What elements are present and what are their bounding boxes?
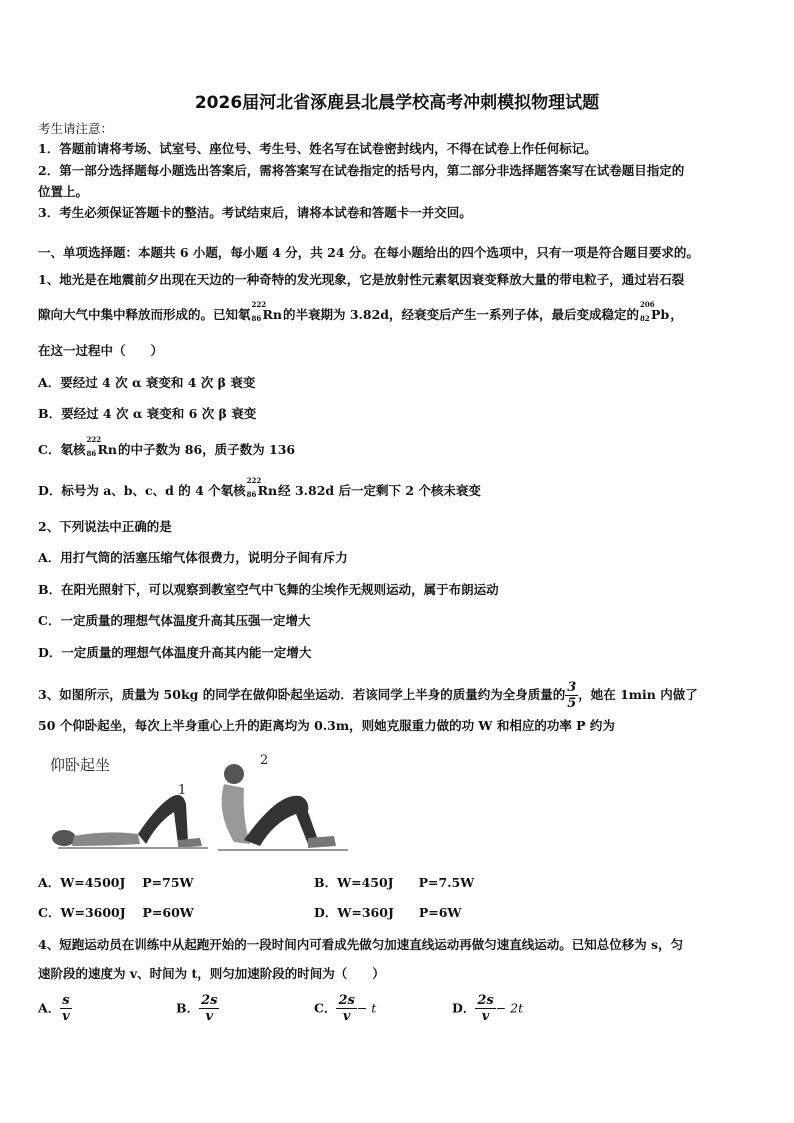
q3-stem-line1: 3、如图所示，质量为 50kg 的同学在做仰卧起坐运动．若该同学上半身的质量约为全身质量的 $\frac{3}{5}$ ，她在 1min 内做了 xyxy=(38,680,698,711)
q1-stem-text-a: 隙向大气中集中释放而形成的。已知氡 xyxy=(38,307,251,322)
figure-marker-1: 1 xyxy=(178,783,187,798)
q3-option-a: A．W=4500J P=75W xyxy=(38,875,194,890)
person-sitting-icon xyxy=(218,764,348,850)
q3-option-d: D．W=360J P=6W xyxy=(314,905,462,920)
page-title: 2026届河北省涿鹿县北晨学校高考冲刺模拟物理试题 xyxy=(194,93,600,113)
q4-option-d: D． $\frac{2s}{v}$ − 2t xyxy=(452,993,524,1024)
q3-option-c: C．W=3600J P=60W xyxy=(38,905,194,920)
radon-isotope: 222 86 Rn xyxy=(86,435,117,458)
person-lying-icon xyxy=(52,795,208,848)
figure-marker-2: 2 xyxy=(260,753,269,768)
q1-option-a: A．要经过 4 次 α 衰变和 4 次 β 衰变 xyxy=(38,375,256,390)
notice-item-2-cont: 位置上。 xyxy=(38,184,89,199)
q1-stem-text-b: 的半衰期为 3.82d，经衰变后产生一系列子体，最后变成稳定的 xyxy=(283,307,640,322)
q2-option-d: D．一定质量的理想气体温度升高其内能一定增大 xyxy=(38,645,312,660)
q1-option-d: D．标号为 a、b、c、d 的 4 个氡核 222 86 Rn经 3.82d 后一定剩下 2 个核未衰变 xyxy=(38,476,481,499)
fraction-three-fifths: $\frac{3}{5}$ xyxy=(567,680,577,711)
q2-option-b: B．在阳光照射下，可以观察到教室空气中飞舞的尘埃作无规则运动，属于布朗运动 xyxy=(38,582,499,597)
notice-item-2: 2．第一部分选择题每小题选出答案后，需将答案写在试卷指定的括号内，第二部分非选择题答案写在试卷题目指定的 xyxy=(38,163,685,178)
radon-isotope: 222 86 Rn xyxy=(251,300,282,323)
radon-isotope: 222 86 Rn xyxy=(246,476,278,499)
notice-item-1: 1．答题前请将考场、试室号、座位号、考生号、姓名写在试卷密封线内，不得在试卷上作任何标记。 xyxy=(38,141,597,156)
q2-option-c: C．一定质量的理想气体温度升高其压强一定增大 xyxy=(38,613,311,628)
q1-stem-line1: 1、地光是在地震前夕出现在天边的一种奇特的发光现象，它是放射性元素氡因衰变释放大量的带电粒子，通过岩石裂 xyxy=(38,272,685,287)
situp-figure xyxy=(38,752,368,860)
q2-option-a: A．用打气筒的活塞压缩气体很费力，说明分子间有斥力 xyxy=(38,550,348,565)
section-heading: 一、单项选择题：本题共 6 小题，每小题 4 分，共 24 分。在每小题给出的四个选项中，只有一项是符合题目要求的。 xyxy=(38,245,699,260)
q4-stem-line1: 4、短跑运动员在训练中从起跑开始的一段时间内可看成先做匀加速直线运动再做匀速直线运动。已知总位移为 s，匀 xyxy=(38,937,684,952)
q1-stem-line2: 隙向大气中集中释放而形成的。已知氡 222 86 Rn的半衰期为 3.82d，经衰变后产生一系列子体，最后变成稳定的 206 82 Pb， xyxy=(38,300,683,323)
q1-option-c: C．氡核 222 86 Rn的中子数为 86，质子数为 136 xyxy=(38,435,296,458)
q1-stem-line3: 在这一过程中（ ） xyxy=(38,343,164,358)
q3-stem-line2: 50 个仰卧起坐，每次上半身重心上升的距离均为 0.3m，则她克服重力做的功 W 和相应的功率 P 约为 xyxy=(38,718,615,733)
q1-option-b: B．要经过 4 次 α 衰变和 6 次 β 衰变 xyxy=(38,406,257,421)
q4-option-c: C． $\frac{2s}{v}$ − t xyxy=(314,993,377,1024)
q3-option-b: B．W=450J P=7.5W xyxy=(314,875,475,890)
q4-stem-line2: 速阶段的速度为 v、时间为 t，则匀加速阶段的时间为（ ） xyxy=(38,966,385,981)
notice-heading: 考生请注意： xyxy=(38,121,114,136)
notice-item-3: 3．考生必须保证答题卡的整洁。考试结束后，请将本试卷和答题卡一并交回。 xyxy=(38,205,472,220)
figure-label: 仰卧起坐 xyxy=(50,756,111,774)
q4-option-a: A． $\frac{s}{v}$ xyxy=(38,993,70,1024)
q4-option-b: B． $\frac{2s}{v}$ xyxy=(176,993,218,1024)
lead-isotope: 206 82 Pb xyxy=(640,300,670,323)
q2-stem: 2、下列说法中正确的是 xyxy=(38,519,172,534)
